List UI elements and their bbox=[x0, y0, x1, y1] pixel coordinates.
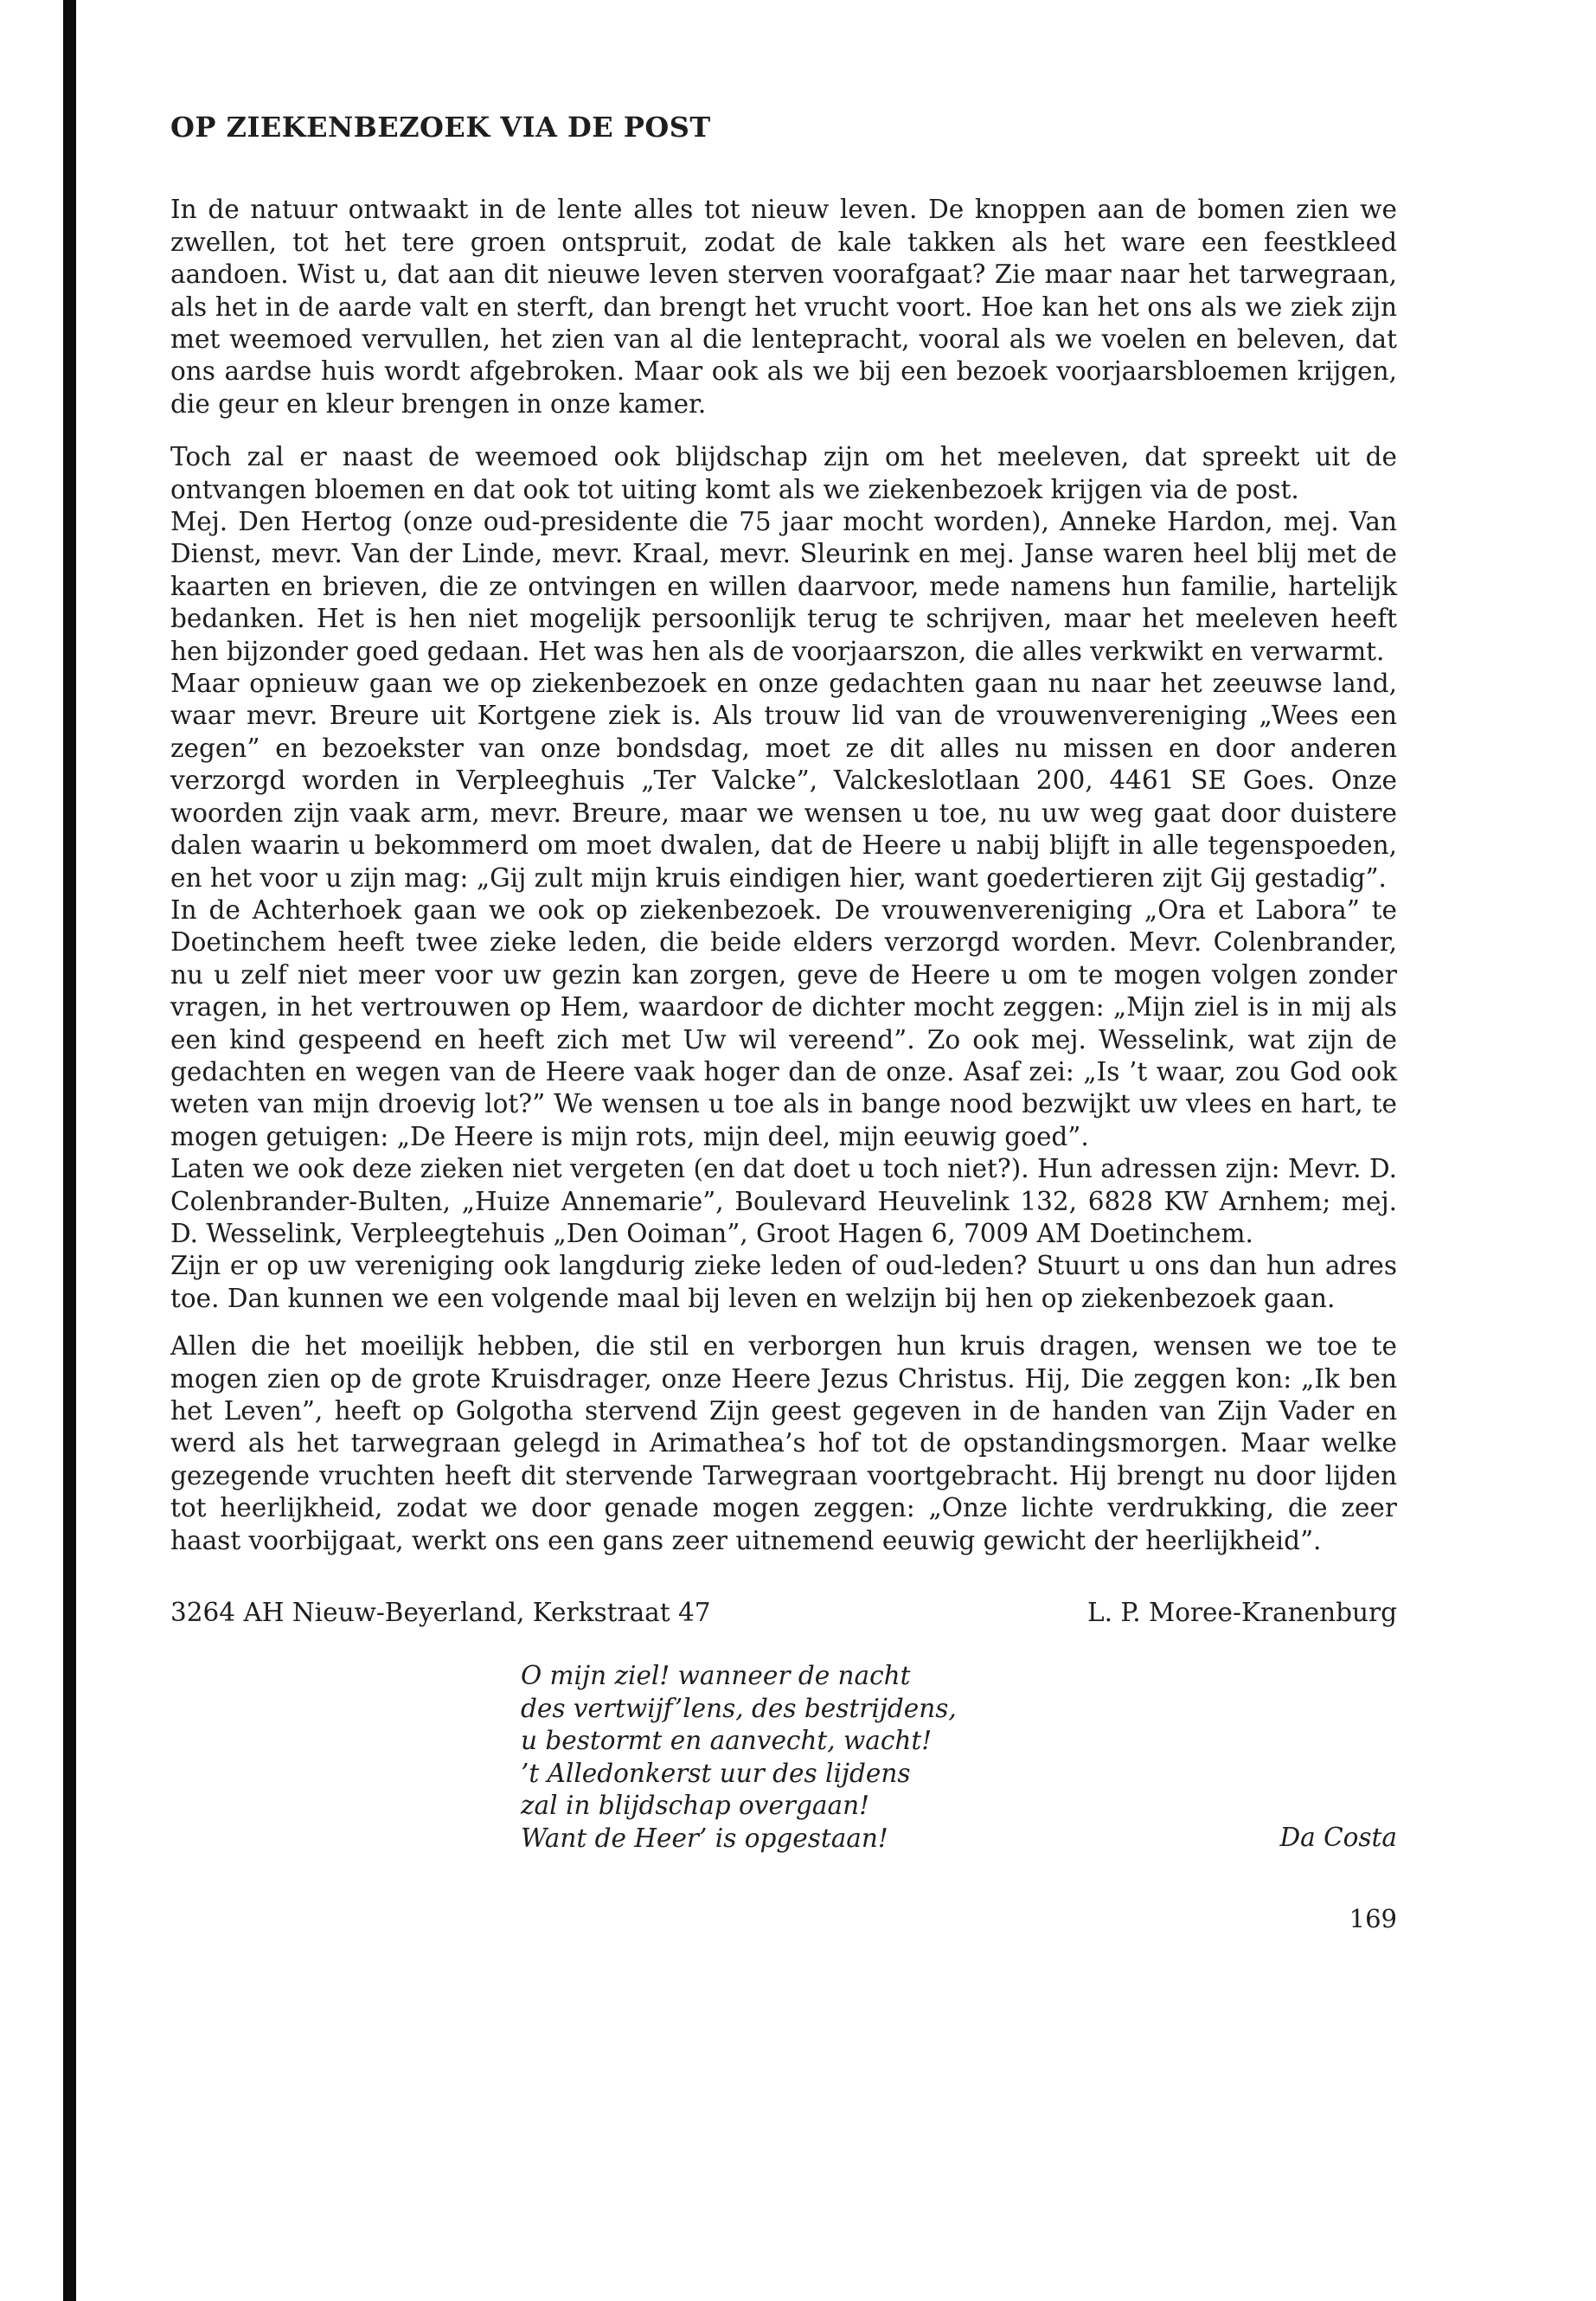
page-edge-bar bbox=[63, 0, 76, 2301]
signature-author: L. P. Moree-Kranenburg bbox=[1087, 1598, 1397, 1628]
signature-address: 3264 AH Nieuw-Beyerland, Kerkstraat 47 bbox=[170, 1598, 711, 1628]
paragraph-joy: Toch zal er naast de weemoed ook blijdschap zijn om het meeleven, dat spreekt uit de ontvangen bloemen en dat ook tot uiting komt als we ziekenbezoek krijgen via de post. bbox=[170, 442, 1397, 504]
paragraph-spring: In de natuur ontwaakt in de lente alles tot nieuw leven. De knoppen aan de bomen zien we zwellen, tot het tere groen ontspruit, zodat de kale takken als het ware een feestkleed aandoen. Wist u, dat aan dit nieuwe leven sterven voorafgaat? Zie maar naar het tarwegraan, als het in de aarde valt en sterft, dan brengt het vrucht voort. Hoe kan het ons als we ziek zijn met weemoed vervullen, het zien van al die lentepracht, vooral als we voelen en beleven, dat ons aardse huis wordt afgebroken. Maar ook als we bij een bezoek voorjaarsbloemen krijgen, die geur en kleur brengen in onze kamer. bbox=[170, 195, 1397, 419]
paragraph-zeeland: Maar opnieuw gaan we op ziekenbezoek en onze gedachten gaan nu naar het zeeuwse land, waar mevr. Breure uit Kortgene ziek is. Als trouw lid van de vrouwenvereniging „Wees een zegen” en bezoekster van onze bondsdag, moet ze dit alles nu missen en door anderen verzorgd worden in Verpleeghuis „Ter Valcke”, Valckeslotlaan 200, 4461 SE Goes. Onze woorden zijn vaak arm, mevr. Breure, maar we wensen u toe, nu uw weg gaat door duistere dalen waarin u bekommerd om moet dwalen, dat de Heere u nabij blijft in alle tegenspoeden, en het voor u zijn mag: „Gij zult mijn kruis eindigen hier, want goedertieren zijt Gij gestadig”. bbox=[170, 669, 1397, 893]
paragraph-addresses: Laten we ook deze zieken niet vergeten (en dat doet u toch niet?). Hun adressen zijn: Mevr. D. Colenbrander-Bulten, „Huize Annemarie”, Boulevard Heuvelink 132, 6828 KW Arnhem; mej. D. Wesselink, Verpleegtehuis „Den Ooiman”, Groot Hagen 6, 7009 AM Doetinchem. bbox=[170, 1154, 1397, 1248]
paragraph-achterhoek: In de Achterhoek gaan we ook op ziekenbezoek. De vrouwenvereniging „Ora et Labora” te Doetinchem heeft twee zieke leden, die beide elders verzorgd worden. Mevr. Colenbrander, nu u zelf niet meer voor uw gezin kan zorgen, geve de Heere u om te mogen volgen zonder vragen, in het vertrouwen op Hem, waardoor de dichter mocht zeggen: „Mijn ziel is in mij als een kind gespeend en heeft zich met Uw wil vereend”. Zo ook mej. Wesselink, wat zijn de gedachten en wegen van de Heere vaak hoger dan de onze. Asaf zei: „Is ’t waar, zou God ook weten van mijn droevig lot?” We wensen u toe als in bange nood bezwijkt uw vlees en hart, te mogen getuigen: „De Heere is mijn rots, mijn deel, mijn eeuwig goed”. bbox=[170, 894, 1397, 1151]
document-page bbox=[170, 111, 1397, 1934]
poem-author: Da Costa bbox=[1279, 1823, 1397, 1853]
poem-line: des vertwijf’lens, des bestrijdens, bbox=[521, 1693, 957, 1723]
poem-line: u bestormt en aanvecht, wacht! bbox=[521, 1726, 933, 1756]
poem-line: zal in blijdschap overgaan! bbox=[521, 1791, 869, 1821]
poem bbox=[521, 1660, 957, 1856]
paragraph-request: Zijn er op uw vereniging ook langdurig zieke leden of oud-leden? Stuurt u ons dan hun adres toe. Dan kunnen we een volgende maal bij leven en welzijn bij hen op ziekenbezoek gaan. bbox=[170, 1251, 1397, 1313]
paragraph-thanks: Mej. Den Hertog (onze oud-presidente die 75 jaar mocht worden), Anneke Hardon, mej. Van Dienst, mevr. Van der Linde, mevr. Kraal, mevr. Sleurink en mej. Janse waren heel blij met de kaarten en brieven, die ze ontvingen en willen daarvoor, mede namens hun familie, hartelijk bedanken. Het is hen niet mogelijk persoonlijk terug te schrijven, maar het meeleven heeft hen bijzonder goed gedaan. Het was hen als de voorjaarszon, die alles verkwikt en verwarmt. bbox=[170, 507, 1397, 666]
page-number: 169 bbox=[1349, 1904, 1397, 1934]
poem-line: Want de Heer’ is opgestaan! bbox=[521, 1823, 888, 1854]
signature-row bbox=[170, 1597, 1397, 1629]
poem-line: ’t Alledonkerst uur des lijdens bbox=[521, 1758, 911, 1788]
paragraph-closing: Allen die het moeilijk hebben, die stil en verborgen hun kruis dragen, wensen we toe te mogen zien op de grote Kruisdrager, onze Heere Jezus Christus. Hij, Die zeggen kon: „Ik ben het Leven”, heeft op Golgotha stervend Zijn geest gegeven in de handen van Zijn Vader en werd als het tarwegraan gelegd in Arimathea’s hof tot de opstandingsmorgen. Maar welke gezegende vruchten heeft dit stervende Tarwegraan voortgebracht. Hij brengt nu door lijden tot heerlijkheid, zodat we door genade mogen zeggen: „Onze lichte verdrukking, die zeer haast voorbijgaat, werkt ons een gans zeer uitnemend eeuwig gewicht der heerlijkheid”. bbox=[170, 1331, 1397, 1555]
poem-line: O mijn ziel! wanneer de nacht bbox=[521, 1661, 911, 1691]
poem-block bbox=[170, 1660, 1397, 1934]
article-title: OP ZIEKENBEZOEK VIA DE POST bbox=[170, 111, 711, 144]
